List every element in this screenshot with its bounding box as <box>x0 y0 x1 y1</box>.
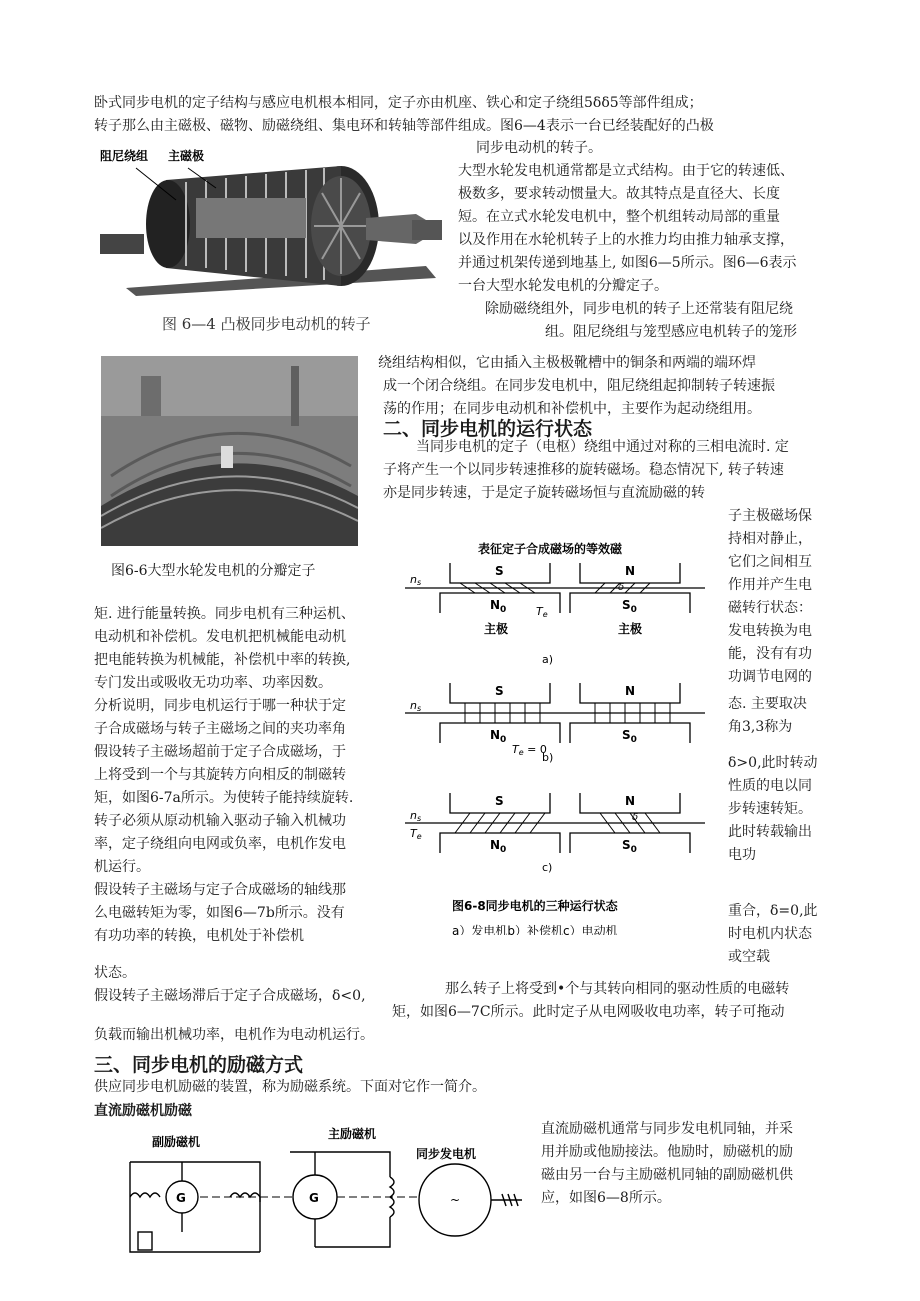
dc-line-2: 用并励或他励接法。他励时，励磁机的励 <box>541 1144 793 1160</box>
run-line-1: 当同步电机的定子（电枢）绕组中通过对称的三相电流时. 定 <box>416 439 789 455</box>
section-3-heading: 三、同步电机的励磁方式 <box>94 1054 304 1076</box>
left-col-10: 转子必须从原动机输入驱动子输入机械功 <box>94 813 346 829</box>
c-stator-s: S <box>495 794 504 808</box>
damper-line-2: 组。阻尼绕组与笼型感应电机转子的笼形 <box>545 324 797 340</box>
label-sub-exciter: 副励磁机 <box>152 1135 201 1149</box>
lag-line-1: 假设转子主磁场滞后于定子合成磁场，δ<0, <box>94 988 366 1004</box>
a-main-pole-right: 主极 <box>618 622 643 636</box>
left-col-11: 率，定子绕组向电网或负率，电机作发电 <box>94 836 346 852</box>
left-col-3: 把电能转换为机械能，补偿机中率的转换, <box>94 652 351 668</box>
c-ns: n <box>410 809 417 822</box>
b-rotor-n0-sub: 0 <box>500 735 507 745</box>
c-te-sub: e <box>416 832 422 841</box>
right-col2-2: 角3,3称为 <box>728 719 793 735</box>
intro-line-3: 同步电动机的转子。 <box>476 140 602 156</box>
svg-text:N0 <box>490 838 506 855</box>
label-damper-winding: 阻尼绕组 <box>100 149 149 163</box>
fig6-caption: 图6-6大型水轮发电机的分瓣定子 <box>111 563 316 579</box>
run-line-3: 亦是同步转速，于是定子旋转磁场恒与直流励磁的转 <box>383 485 705 501</box>
intro-line-1: 卧式同步电机的定子结构与感应电机根本相同，定子亦由机座、铁心和定子绕组5δδ5等部件组成； <box>94 95 703 111</box>
b-te-sub: e <box>518 748 524 757</box>
left-col-8: 上将受到一个与其旋转方向相反的制磁转 <box>94 767 346 783</box>
b-ns-sub: s <box>416 704 422 713</box>
a-te-sub: e <box>542 610 548 619</box>
run-line-2: 子将产生一个以同步转速推移的旋转磁场。稳态情况下, 转子转速 <box>383 462 784 478</box>
hydro-line-2: 极数多，要求转动惯量大。故其特点是直径大、长度 <box>458 186 780 202</box>
hydro-line-1: 大型水轮发电机通常都是立式结构。由于它的转速低、 <box>458 163 794 179</box>
b-stator-n: N <box>625 684 636 698</box>
b-rotor-n0: N <box>490 728 501 742</box>
left-col-15: 有功功率的转换，电机处于补偿机 <box>94 928 304 944</box>
state-line: 状态。 <box>94 965 136 981</box>
damper-line-1: 除励磁绕组外，同步电机的转子上还常装有阻尼绕 <box>485 301 793 317</box>
right-col4-2: 时电机内状态 <box>728 926 812 942</box>
svg-text:S0 <box>622 728 637 745</box>
section-2-heading: 二、同步电机的运行状态 <box>383 418 593 440</box>
right-col3-5: 电功 <box>728 847 756 863</box>
svg-text:Te <box>536 605 548 619</box>
b-te: T <box>512 743 519 756</box>
a-ns-sub: s <box>416 578 422 587</box>
c-ns-sub: s <box>416 814 422 823</box>
right-col-1: 子主极磁场保 <box>728 508 812 524</box>
label-main-exciter: 主励磁机 <box>328 1127 377 1141</box>
c-rotor-n0-sub: 0 <box>500 845 507 855</box>
left-col-9: 矩，如图6-7a所示。为使转子能持续旋转. <box>94 790 354 806</box>
left-col-5: 分析说明，同步电机运行于哪一种状于定 <box>94 698 346 714</box>
svg-text:N0 <box>490 728 506 745</box>
a-te: T <box>536 605 543 618</box>
right-col-2: 持相对静止， <box>728 531 812 547</box>
b-rotor-s0: S <box>622 728 631 742</box>
lag-line-2: 那么转子上将受到•个与其转向相同的驱动性质的电磁转 <box>445 981 790 997</box>
svg-text:N0 <box>490 598 506 615</box>
fig8-caption: 图6-8同步电机的三种运行状态 <box>452 899 618 913</box>
right-col3-2: 性质的电以同 <box>728 778 812 794</box>
fig8-subcaption: a）发电机b）补偿机c）电动机 <box>452 924 618 935</box>
a-rotor-n0-sub: 0 <box>500 605 507 615</box>
label-a: a) <box>542 653 554 666</box>
svg-text:Te <box>410 827 422 841</box>
damper-line-4: 成一个闭合绕组。在同步发电机中，阻尼绕组起抑制转子转速振 <box>383 378 775 394</box>
exc-line-1: 供应同步电机励磁的装置，称为励磁系统。下面对它作一简介。 <box>94 1079 486 1095</box>
c-delta: δ <box>632 812 639 823</box>
b-te-val: = 0 <box>523 743 547 756</box>
hydro-line-4: 以及作用在水轮机转子上的水推力均由推力轴承支撑， <box>458 232 794 248</box>
dc-exciter-subheading: 直流励磁机励磁 <box>94 1103 192 1119</box>
hydro-line-5: 并通过机架传递到地基上, 如图6—5所示。图6—6表示 <box>458 255 797 271</box>
main-exciter-g: G <box>309 1191 319 1205</box>
c-stator-n: N <box>625 794 636 808</box>
a-stator-n: N <box>625 564 636 578</box>
label-main-pole: 主磁极 <box>168 149 205 163</box>
a-rotor-n0: N <box>490 598 501 612</box>
left-col-12: 机运行。 <box>94 859 150 875</box>
damper-line-5: 荡的作用；在同步电动机和补偿机中，主要作为起动绕组用。 <box>383 401 761 417</box>
svg-text:ns <box>410 573 421 587</box>
svg-text:ns <box>410 699 421 713</box>
intro-line-2: 转子那么由主磁极、磁物、励磁绕组、集电环和转轴等部件组成。图6—4表示一台已经装配好的凸极 <box>94 118 714 134</box>
left-col-14: 么电磁转矩为零，如图6—7b所示。没有 <box>94 905 345 921</box>
stator-photo <box>101 356 358 546</box>
left-col-4: 专门发出或吸收无功功率、功率因数。 <box>94 675 332 691</box>
right-col-5: 磁转行状态： <box>728 600 812 616</box>
right-col4-3: 或空载 <box>728 949 770 965</box>
sub-exciter-g: G <box>176 1191 186 1205</box>
right-col-7: 能，没有有功 <box>728 646 812 662</box>
fig4-caption: 图 6—4 凸极同步电动机的转子 <box>162 315 371 333</box>
right-col-4: 作用并产生电 <box>728 577 812 593</box>
c-rotor-s0: S <box>622 838 631 852</box>
diagram-title: 表征定子合成磁场的等效磁 <box>478 542 623 556</box>
left-col-2: 电动机和补偿机。发电机把机械能电动机 <box>94 629 346 645</box>
right-col-3: 它们之间相互 <box>728 554 812 570</box>
dc-line-3: 磁由另一台与主励磁机同轴的副励磁机供 <box>541 1167 793 1183</box>
lag-line-4: 负载而输出机械功率，电机作为电动机运行。 <box>94 1027 374 1043</box>
svg-text:S0 <box>622 598 637 615</box>
label-c: c) <box>542 861 553 874</box>
a-ns: n <box>410 573 417 586</box>
lag-line-3: 矩，如图6—7C所示。此时定子从电网吸收电功率，转子可拖动 <box>392 1004 785 1020</box>
dc-line-1: 直流励磁机通常与同步发电机同轴，并采 <box>541 1121 793 1137</box>
a-delta: δ <box>618 582 625 593</box>
b-stator-s: S <box>495 684 504 698</box>
label-sync-generator: 同步发电机 <box>416 1147 477 1161</box>
right-col3-1: δ>0,此时转动 <box>728 755 818 771</box>
b-rotor-s0-sub: 0 <box>630 735 637 745</box>
left-col-6: 子合成磁场与转子主磁场之间的夹功率角 <box>94 721 346 737</box>
right-col3-4: 此时转载输出 <box>728 824 812 840</box>
c-rotor-n0: N <box>490 838 501 852</box>
left-col-7: 假设转子主磁场超前于定子合成磁场，于 <box>94 744 346 760</box>
run-states-diagram <box>400 535 725 935</box>
damper-line-3: 绕组结构相似，它由插入主极极靴槽中的铜条和两端的端环焊 <box>378 355 756 371</box>
left-col-1: 矩. 进行能量转换。同步电机有三种运机、 <box>94 606 355 622</box>
hydro-line-3: 短。在立式水轮发电机中，整个机组转动局部的重量 <box>458 209 780 225</box>
right-col-6: 发电转换为电 <box>728 623 812 639</box>
right-col2-1: 态. 主要取决 <box>728 696 807 712</box>
hydro-line-6: 一台大型水轮发电机的分瓣定子。 <box>458 278 668 294</box>
a-stator-s: S <box>495 564 504 578</box>
c-rotor-s0-sub: 0 <box>630 845 637 855</box>
left-col-13: 假设转子主磁场与定子合成磁场的轴线那 <box>94 882 346 898</box>
a-main-pole-left: 主极 <box>484 622 509 636</box>
b-ns: n <box>410 699 417 712</box>
a-rotor-s0: S <box>622 598 631 612</box>
c-te: T <box>410 827 417 840</box>
right-col3-3: 步转速转矩。 <box>728 801 812 817</box>
rotor-figure <box>96 138 446 296</box>
exciter-circuit-diagram <box>110 1122 530 1254</box>
right-col4-1: 重合，δ=0,此 <box>728 903 818 919</box>
label-b: b) <box>542 751 554 764</box>
right-col-8: 功调节电网的 <box>728 669 812 685</box>
sync-gen-tilde: ~ <box>450 1193 461 1207</box>
svg-text:ns <box>410 809 421 823</box>
dc-line-4: 应，如图6—8所示。 <box>541 1190 671 1206</box>
a-rotor-s0-sub: 0 <box>630 605 637 615</box>
svg-text:S0 <box>622 838 637 855</box>
